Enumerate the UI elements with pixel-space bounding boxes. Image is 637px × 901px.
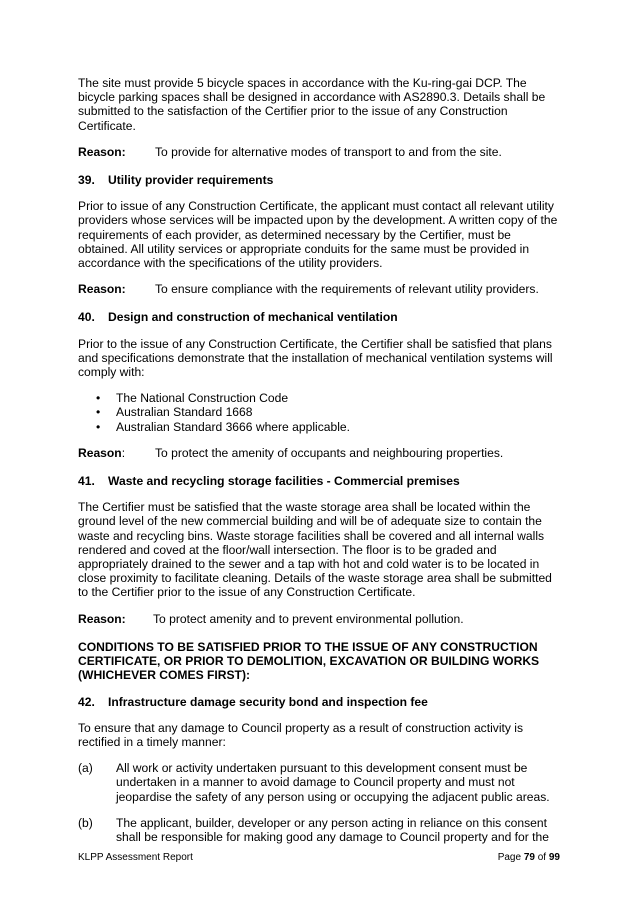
reason-38 [78,145,560,159]
list-item: • The National Construction Code [78,391,560,405]
section-title: Waste and recycling storage facilities - Commercial premises [108,474,460,489]
section-title: Design and construction of mechanical ventilation [108,310,398,325]
reason-label: Reason: [78,445,126,460]
reason-text: To ensure compliance with the requirements of relevant utility providers. [155,282,539,297]
section-41-heading [78,474,560,488]
bullet-icon: • [96,391,101,406]
list-item: • Australian Standard 1668 [78,405,560,419]
reason-label: Reason: [78,611,126,626]
reason-label: Reason: [78,282,126,297]
item-text: All work or activity undertaken pursuant to this development consent must be undertaken in a manner to avoid damage to Council property and must not jeopardise the safety of any person using or occupying the adjacent public areas. [116,761,550,804]
reason-text: To protect the amenity of occupants and neighbouring properties. [155,445,504,460]
reason-label: Reason: [78,144,126,159]
bullet-icon: • [96,405,101,420]
list-item-b [78,816,560,844]
item-text: The applicant, builder, developer or any person acting in reliance on this consent shall be responsible for making good any damage to Council property and for the [116,815,549,844]
reason-41 [78,612,560,626]
reason-text: To protect amenity and to prevent environmental pollution. [153,611,464,626]
conditions-heading: CONDITIONS TO BE SATISFIED PRIOR TO THE ISSUE OF ANY CONSTRUCTION CERTIFICATE, OR PRIOR TO DEMOLITION, EXCAVATION OR BUILDING WORKS (WHICHEVER COMES FIRST): [78,639,540,683]
section-40-heading [78,310,560,324]
section-number: 41. [78,474,95,489]
document-page [78,76,560,856]
list-item: • Australian Standard 3666 where applicable. [78,420,560,434]
page-number: Page 79 of 99 [497,852,560,863]
item-label: (b) [78,815,93,830]
section-40-body: Prior to the issue of any Construction Certificate, the Certifier shall be satisfied that plans and specifications demonstrate that the installation of mechanical ventilation systems will comply with: [78,336,553,380]
section-42-body: To ensure that any damage to Council property as a result of construction activity is rectified in a timely manner: [78,720,524,749]
section-title: Infrastructure damage security bond and inspection fee [108,694,428,709]
reason-40 [78,446,560,460]
section-number: 40. [78,310,95,325]
section-41-body: The Certifier must be satisfied that the waste storage area shall be located within the ground level of the new commercial building and will be of adequate size to contain the waste and recycling bins. Waste storage facilities shall be covered and all internal walls rendered and coved at the floor/wall intersection. The floor is to be graded and appropriately drained to the sewer and a tap with hot and cold water is to be located in close proximity to facilitate cleaning. Details of the waste storage area shall be submitted to the Certifier prior to the issue of any Construction Certificate. [78,500,552,600]
reason-text: To provide for alternative modes of transport to and from the site. [155,144,502,159]
section-number: 39. [78,173,95,188]
section-title: Utility provider requirements [108,173,274,188]
standards-list [78,391,560,434]
report-name: KLPP Assessment Report [78,852,193,863]
section-39-body: Prior to issue of any Construction Certificate, the applicant must contact all relevant utility providers whose services will be impacted upon by the development. A written copy of the requirements of each provider, as determined necessary by the Certifier, must be obtained. All utility services or appropriate conduits for the same must be provided in accordance with the specifications of the utility providers. [78,199,558,271]
reason-39 [78,282,560,296]
intro-paragraph: The site must provide 5 bicycle spaces in accordance with the Ku-ring-gai DCP. The bicycle parking spaces shall be designed in accordance with AS2890.3. Details shall be submitted to the satisfaction of the Certifier prior to the issue of any Construction Certificate. [78,76,546,133]
list-item-a [78,761,560,804]
section-39-heading [78,173,560,187]
section-number: 42. [78,694,95,709]
bullet-icon: • [96,419,101,434]
page-footer [78,852,560,863]
section-42-heading [78,695,560,709]
item-label: (a) [78,761,93,776]
